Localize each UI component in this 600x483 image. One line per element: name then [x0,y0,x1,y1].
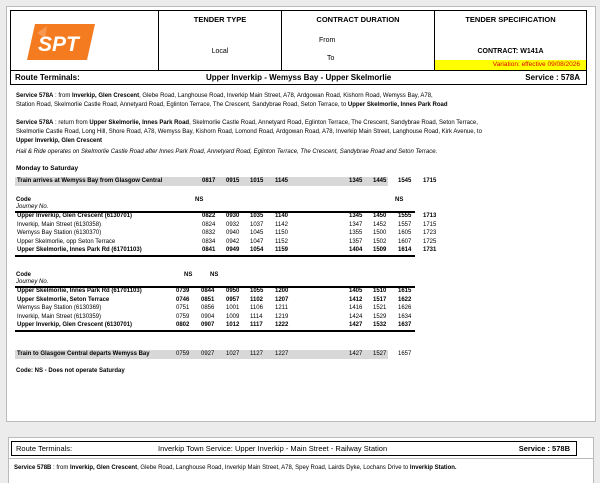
time-cell: 1607 [398,238,412,245]
logo-text: SPT [38,33,79,56]
time-cell: 1106 [250,305,263,311]
stop-name: Upper Skelmorlie, Innes Park Rd (61701103) [17,247,142,253]
journey-label: Journey No. [16,279,49,285]
route-terminals-578a [10,71,587,85]
service-name: Service 578A [16,120,54,126]
time-cell: 1027 [226,351,240,357]
time-cell: 0824 [202,221,216,228]
text: , Skelmorlie Castle Road, Annetyard Road, Eglinton Terrace, The Crescent, Sandybrae Road, Seton Terrace, [189,120,478,126]
time-cell: 1345 [349,213,363,219]
time-cell: 1047 [250,238,264,245]
time-cell: 1055 [250,288,264,294]
stop-name: Inverkip, Main Street (6130358) [17,221,102,228]
time-cell: 1012 [226,322,240,328]
origin: Inverkip, Glen Crescent [72,93,140,99]
time-cell: 1222 [275,322,289,328]
tender-type-value: Local [211,48,229,55]
train-arrives-label: Train arrives at Wemyss Bay from Glasgow Central [17,178,163,184]
time-cell: 1723 [423,230,437,236]
stop-name: Inverkip, Main Street (6130359) [17,313,102,320]
time-cell: 1626 [398,305,412,311]
route-name: Inverkip Town Service: Upper Inverkip - Main Street - Railway Station [158,444,388,453]
route-description-outbound [16,92,576,110]
time-cell: 0950 [226,288,240,294]
time-cell: 1615 [398,288,412,294]
code-label: Code [16,197,31,203]
time-cell: 1142 [275,221,288,228]
time-cell: 0856 [201,305,215,311]
stop-name: Wemyss Bay Station (6130370) [17,230,102,236]
time-cell: 1545 [398,178,412,184]
ns-mark: NS [395,197,404,203]
time-cell: 1054 [250,247,264,253]
time-cell: 0759 [176,351,190,357]
code-note: Code: NS - Does not operate Saturday [16,368,125,374]
time-cell: 1015 [250,178,264,184]
route-terminals-label: Route Terminals: [16,444,73,453]
code-label: Code [16,272,31,278]
time-cell: 0751 [176,305,190,311]
route-description-return [16,119,576,146]
time-cell: 1114 [250,313,263,320]
spt-logo [27,24,95,60]
time-cell: 1555 [398,213,412,219]
time-cell: 1502 [373,238,387,245]
text: : from [51,465,71,471]
stop-name: Upper Inverkip, Glen Crescent (6130701) [17,322,133,328]
time-cell: 1127 [250,351,263,357]
destination: Upper Inverkip, Glen Crescent [16,138,103,144]
time-cell: 1001 [226,305,240,311]
tender-header [10,10,587,71]
time-cell: 1227 [275,351,289,357]
tender-type-label: TENDER TYPE [193,15,247,24]
time-cell: 0834 [202,238,216,245]
time-cell: 1605 [398,230,412,236]
time-cell: 1035 [250,213,264,219]
time-cell: 1211 [275,305,288,311]
time-cell: 0907 [201,322,215,328]
time-cell: 1731 [423,247,437,253]
time-cell: 1404 [349,247,363,253]
time-cell: 0927 [201,351,215,357]
time-cell: 1529 [373,313,387,320]
stop-name: Upper Skelmorlie, Seton Terrace [17,296,110,303]
text: : return from [53,120,90,126]
time-cell: 0932 [226,221,240,228]
contract-number: CONTRACT: W141A [477,48,544,55]
second-route-description-area [8,459,594,483]
time-cell: 1140 [275,213,289,219]
time-cell: 1117 [250,322,263,328]
text: Skelmorlie Castle Road, Long Hill, Shore Road, A78, Wemyss Bay, Kishorn Road, Lomond Road, Ardgowan Road, A78, Inverkip Main Street, Langhouse Road, Kirk Avenue, to [16,129,482,135]
time-cell: 1634 [398,313,412,320]
time-cell: 1416 [349,305,363,311]
time-cell: 1532 [373,322,387,328]
stop-name: Wemyss Bay Station (6130369) [17,305,102,311]
time-cell: 1517 [373,296,387,303]
stop-name: Upper Inverkip, Glen Crescent (6130701) [17,213,133,219]
time-cell: 1500 [373,230,387,236]
variation-banner: Variation: effective 09/08/2026 [435,60,586,70]
time-cell: 0949 [226,247,240,253]
time-cell: 0957 [226,296,240,303]
time-cell: 1557 [398,221,412,228]
time-cell: 1347 [349,221,363,228]
ns-mark: NS [210,272,219,278]
time-cell: 1657 [398,351,412,357]
time-cell: 0851 [201,296,215,303]
time-cell: 1637 [398,322,412,328]
time-cell: 1152 [275,238,288,245]
text: , Glebe Road, Langhouse Road, Inverkip Main Street, A78, Ardgowan Road, Kishorn Road, Wemyss Bay, A78, [139,93,433,99]
timetable-page [6,6,596,422]
route-name: Upper Inverkip - Wemyss Bay - Upper Skelmorlie [206,73,392,82]
journey-label: Journey No. [16,204,49,210]
time-cell: 1450 [373,213,387,219]
text: , Glebe Road, Langhouse Road, Inverkip Main Street, A78, Spey Road, Lairds Dyke, Lochans Drive to [137,465,410,471]
time-cell: 1424 [349,313,363,320]
time-cell: 1145 [275,178,289,184]
time-cell: 0942 [226,238,240,245]
time-cell: 0904 [201,313,215,320]
stop-name: Upper Skelmorlie, opp Seton Terrace [17,238,116,245]
time-cell: 0915 [226,178,240,184]
time-cell: 0844 [201,288,215,294]
time-cell: 1510 [373,288,387,294]
time-cell: 0841 [202,247,216,253]
origin: Upper Skelmorlie, Innes Park Road [89,120,190,126]
time-cell: 1219 [275,313,289,320]
time-cell: 1509 [373,247,387,253]
time-cell: 0822 [202,213,216,219]
time-cell: 0739 [176,288,190,294]
time-cell: 1207 [275,296,289,303]
service-number: Service : 578B [518,444,570,453]
time-cell: 1521 [373,305,387,311]
time-cell: 1200 [275,288,289,294]
tender-type-cell [159,11,282,70]
time-cell: 1159 [275,247,289,253]
text: : from [53,93,73,99]
table-rule [15,330,415,332]
route-terminals-label: Route Terminals: [15,73,80,82]
service-number: Service : 578A [525,73,580,82]
time-cell: 1405 [349,288,363,294]
time-cell: 0832 [202,230,216,236]
tender-spec-label: TENDER SPECIFICATION [465,15,556,24]
route-description-578b [14,464,574,473]
time-cell: 0759 [176,313,190,320]
time-cell: 1037 [250,221,264,228]
service-name: Service 578A [16,93,54,99]
time-cell: 1412 [349,296,363,303]
time-cell: 1715 [423,178,437,184]
time-cell: 0802 [176,322,190,328]
time-cell: 1445 [373,178,387,184]
time-cell: 1427 [349,351,363,357]
time-cell: 1150 [275,230,288,236]
from-label: From [319,37,336,44]
time-cell: 0940 [226,230,240,236]
time-cell: 1045 [250,230,264,236]
time-cell: 1009 [226,313,240,320]
tender-spec-cell [435,11,586,70]
time-cell: 0817 [202,178,216,184]
table-rule [15,255,415,257]
destination: Upper Skelmorlie, Innes Park Road [347,102,448,108]
text: Station Road, Skelmorlie Castle Road, Annetyard Road, Eglinton Terrace, The Crescent, Sandybrae Road, Seton Terrace, to [16,102,348,108]
to-label: To [327,55,335,62]
time-cell: 1725 [423,238,437,245]
route-terminals-578b [11,441,577,456]
train-departs-label: Train to Glasgow Central departs Wemyss Bay [17,351,150,357]
time-cell: 1357 [349,238,363,245]
ns-mark: NS [184,272,193,278]
time-cell: 1715 [423,221,437,228]
time-cell: 1713 [423,213,437,219]
time-cell: 0746 [176,296,190,303]
service-name: Service 578B [14,465,52,471]
hail-ride-note: Hail & Ride operates on Skelmorlie Castle Road after Innes Park Road, Annetyard Road, Eglinton Terrace, The Crescent, Sandybrae Road and Seton Terrace. [16,149,438,155]
contract-duration-cell [282,11,435,70]
time-cell: 1427 [349,322,363,328]
origin: Inverkip, Glen Crescent [70,465,138,471]
time-cell: 1527 [373,351,387,357]
operating-days: Monday to Saturday [16,165,79,172]
time-cell: 1622 [398,296,412,303]
ns-mark: NS [195,197,204,203]
stop-name: Upper Skelmorlie, Innes Park Rd (61701103) [17,288,142,294]
time-cell: 1452 [373,221,387,228]
time-cell: 0930 [226,213,240,219]
time-cell: 1102 [250,296,264,303]
destination: Inverkip Station. [409,465,457,471]
contract-duration-label: CONTRACT DURATION [316,15,400,24]
time-cell: 1355 [349,230,363,236]
time-cell: 1614 [398,247,412,253]
time-cell: 1345 [349,178,363,184]
logo-cell [11,11,159,70]
